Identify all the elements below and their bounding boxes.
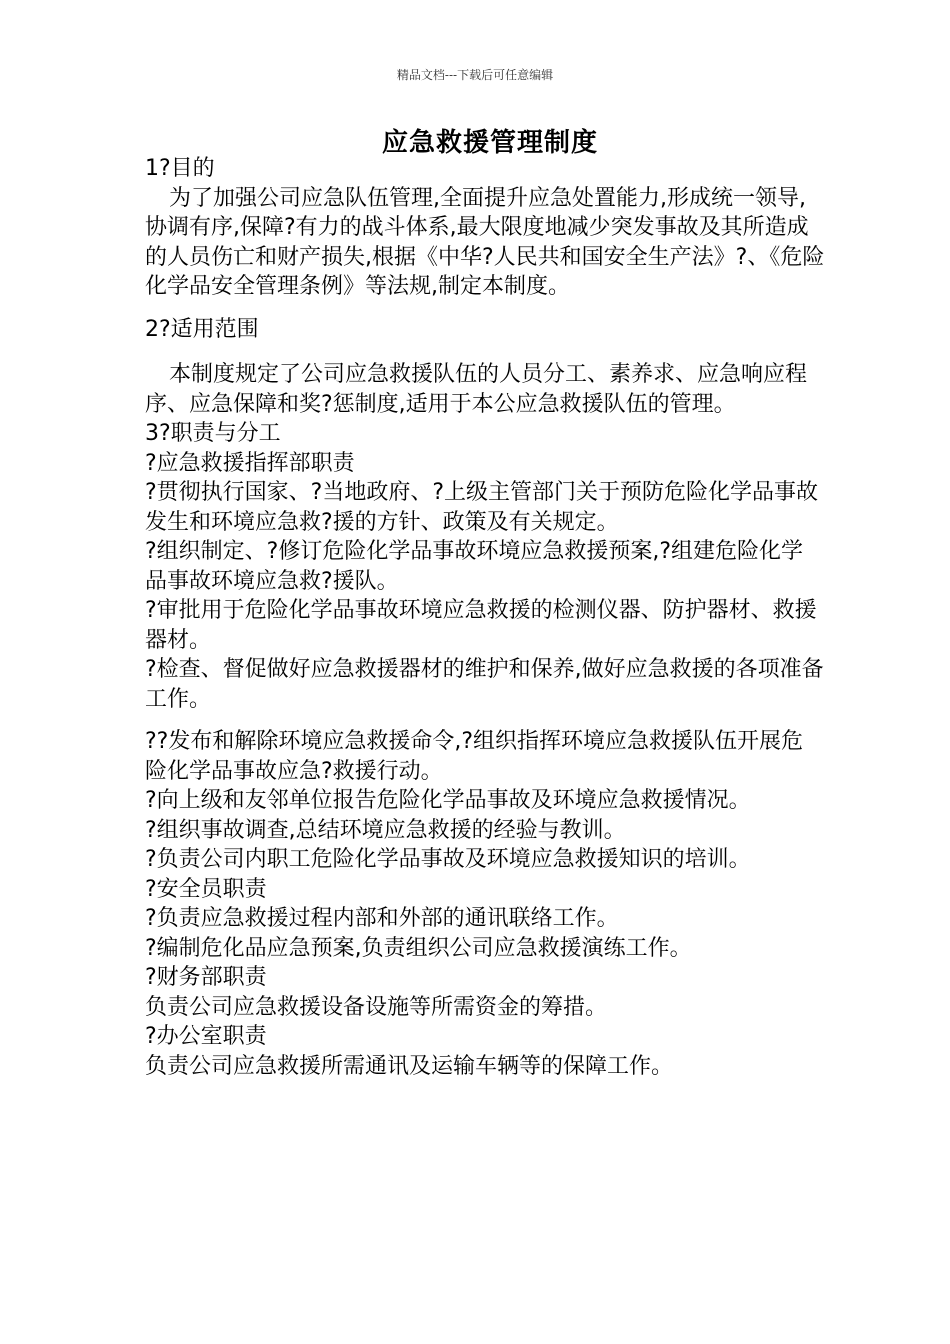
list-item: 负责公司应急救援所需通讯及运输车辆等的保障工作。 xyxy=(145,1053,674,1079)
paragraph-purpose: 为了加强公司应急队伍管理,全面提升应急处置能力,形成统一领导,协调有序,保障?有力的战斗体系,最大限度地减少突发事故及其所造成的人员伤亡和财产损失,根据《中华?人民共和国安全生产法》?、《危险化学品安全管理条例》等法规,制定本制度。 xyxy=(145,185,825,299)
list-item: ??发布和解除环境应急救援命令,?组织指挥环境应急救援队伍开展危险化学品事故应急?救援行动。 xyxy=(145,729,804,784)
subheading-office: ?办公室职责 xyxy=(145,1024,267,1049)
list-item: ?组织事故调查,总结环境应急救援的经验与教训。 xyxy=(145,817,626,843)
list-item: ?检查、督促做好应急救援器材的维护和保养,做好应急救援的各项准备工作。 xyxy=(145,657,824,712)
list-item: ?审批用于危险化学品事故环境应急救援的检测仪器、防护器材、救援器材。 xyxy=(145,598,817,653)
document-body xyxy=(145,154,825,1081)
subheading-safety-officer: ?安全员职责 xyxy=(145,876,267,902)
section-heading-purpose: 1?目的 xyxy=(145,156,215,181)
paragraph-scope: 本制度规定了公司应急救援队伍的人员分工、素养求、应急响应程序、应急保障和奖?惩制度,适用于本公应急救援队伍的管理。 xyxy=(145,362,808,417)
document-title: 应急救援管理制度 xyxy=(381,128,598,158)
list-item: ?负责公司内职工危险化学品事故及环境应急救援知识的培训。 xyxy=(145,847,751,872)
section-heading-scope: 2?适用范围 xyxy=(145,316,259,342)
subheading-command-duties: ?应急救援指挥部职责 xyxy=(145,450,355,476)
list-item: 负责公司应急救援设备设施等所需资金的筹措。 xyxy=(145,994,608,1020)
list-item: ?组织制定、?修订危险化学品事故环境应急救援预案,?组建危险化学品事故环境应急救?援队。 xyxy=(145,539,804,594)
list-item: ?编制危化品应急预案,负责组织公司应急救援演练工作。 xyxy=(145,935,692,961)
list-item: ?负责应急救援过程内部和外部的通讯联络工作。 xyxy=(145,906,619,931)
subheading-finance-dept: ?财务部职责 xyxy=(145,965,267,990)
section-heading-duties: 3?职责与分工 xyxy=(145,421,281,446)
page-header: 精品文档---下载后可任意编辑 xyxy=(396,68,554,82)
list-item: ?贯彻执行国家、?当地政府、?上级主管部门关于预防危险化学品事故发生和环境应急救?援的方针、政策及有关规定。 xyxy=(145,480,819,535)
list-item: ?向上级和友邻单位报告危险化学品事故及环境应急救援情况。 xyxy=(145,788,751,813)
